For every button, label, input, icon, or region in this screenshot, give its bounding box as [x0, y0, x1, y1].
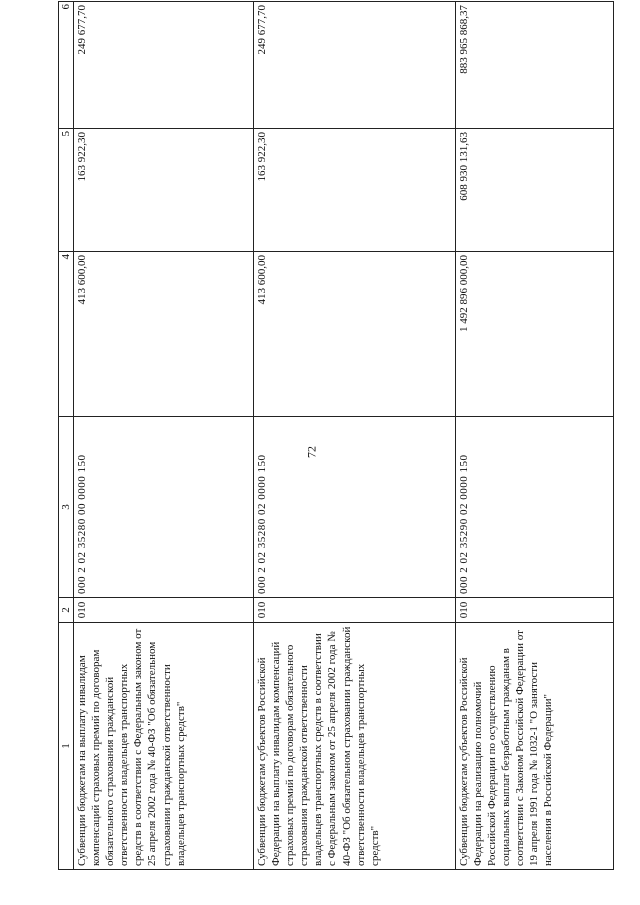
column-header-6: 6 — [59, 2, 74, 129]
row-value-col4: 413 600,00 — [254, 252, 456, 417]
row-admin-code: 010 — [74, 598, 254, 623]
row-value-col5: 608 930 131,63 — [455, 129, 613, 252]
table-row — [74, 2, 254, 870]
row-value-col6: 883 965 868,37 — [455, 2, 613, 129]
column-header-1: 1 — [59, 623, 74, 870]
row-value-col4: 1 492 896 000,00 — [455, 252, 613, 417]
column-header-4: 4 — [59, 252, 74, 417]
column-header-2: 2 — [59, 598, 74, 623]
page-number: 72 — [304, 446, 319, 458]
table-row — [455, 2, 613, 870]
row-value-col5: 163 922,30 — [254, 129, 456, 252]
row-description: Субвенции бюджетам на выплату инвалидам компенсаций страховых премий по договорам обязательного страхования гражданской ответственности владельцев транспортных средств в соответствии с Федеральным законом от 25 апреля 2002 года № 40-ФЗ "Об обязательном страховании гражданской ответственности владельцев транспортных средств" — [74, 623, 254, 870]
table-row — [254, 2, 456, 870]
rotated-table-area — [58, 4, 614, 870]
row-budget-code: 000 2 02 35290 02 0000 150 — [455, 417, 613, 598]
row-admin-code: 010 — [254, 598, 456, 623]
row-description: Субвенции бюджетам субъектов Российской Федерации на выплату инвалидам компенсаций страховых премий по договорам обязательного страхования гражданской ответственности владельцев транспортных средств в соответствии с Федеральным законом от 25 апреля 2002 года № 40-ФЗ "Об обязательном страховании гражданской ответственности владельцев транспортных средств" — [254, 623, 456, 870]
row-budget-code: 000 2 02 35280 00 0000 150 — [74, 417, 254, 598]
table-wrapper — [58, 4, 614, 870]
column-header-3: 3 — [59, 417, 74, 598]
row-budget-code: 000 2 02 35280 02 0000 150 — [254, 417, 456, 598]
row-value-col6: 249 677,70 — [74, 2, 254, 129]
row-admin-code: 010 — [455, 598, 613, 623]
row-description: Субвенции бюджетам субъектов Российской Федерации на реализацию полномочий Российской Федерации по осуществлению социальных выплат безработным гражданам в соответствии с Законом Российской Федерации от 19 апреля 1991 года № 1032-1 "О занятости населения в Российской Федерации" — [455, 623, 613, 870]
row-value-col6: 249 677,70 — [254, 2, 456, 129]
table-header-row — [59, 2, 74, 870]
budget-table — [58, 1, 614, 870]
row-value-col5: 163 922,30 — [74, 129, 254, 252]
column-header-5: 5 — [59, 129, 74, 252]
row-value-col4: 413 600,00 — [74, 252, 254, 417]
